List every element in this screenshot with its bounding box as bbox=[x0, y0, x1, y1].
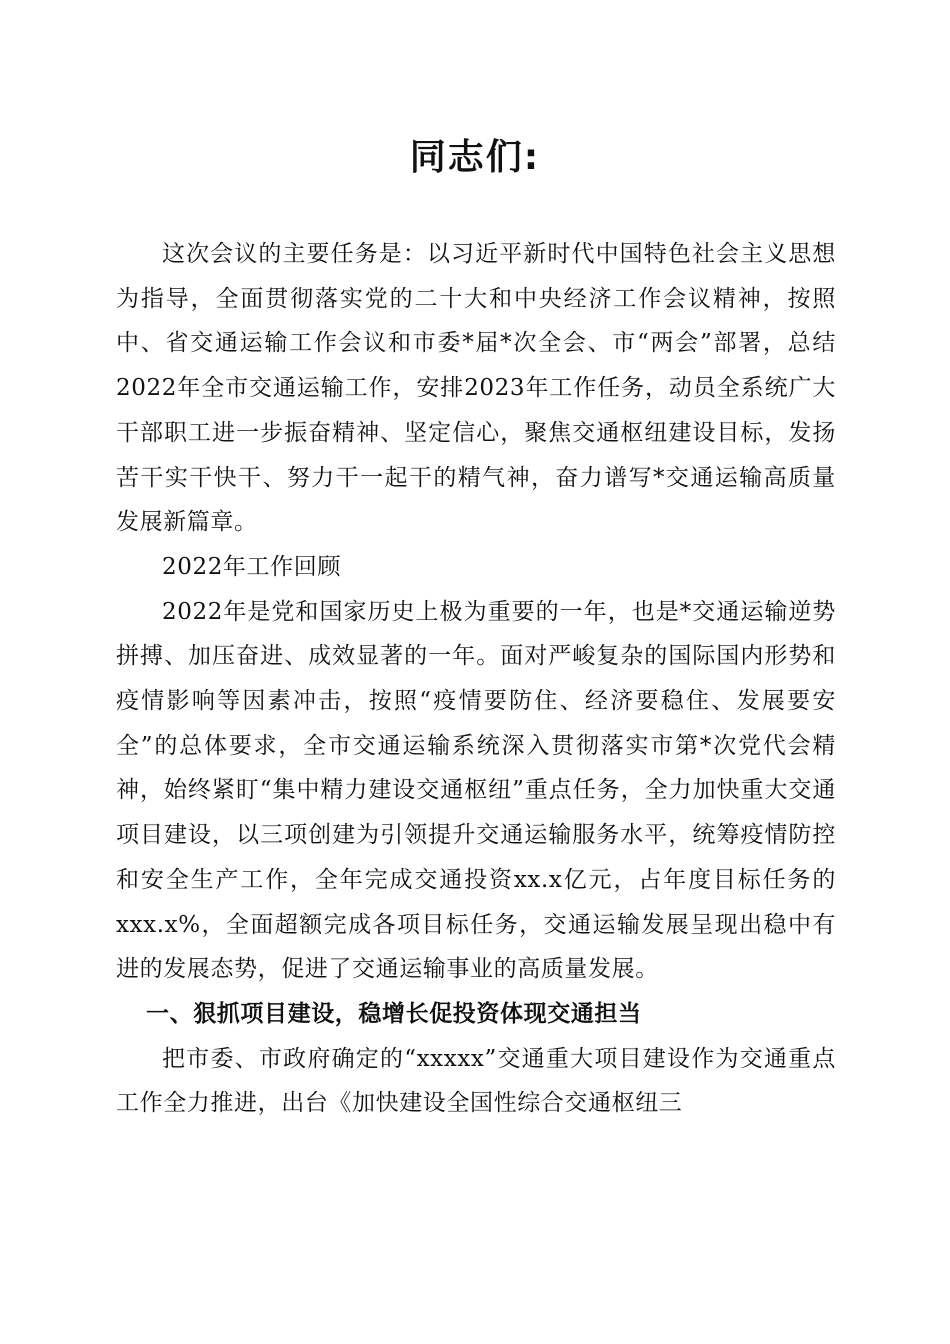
document-title: 同志们: bbox=[409, 137, 541, 178]
section-heading-1: 一、狠抓项目建设，稳增长促投资体现交通担当 bbox=[146, 1000, 642, 1027]
intro-paragraph: 这次会议的主要任务是：以习近平新时代中国特色社会主义思想为指导，全面贯彻落实党的二十大和中央经济工作会议精神，按照中、省交通运输工作会议和市委*届*次全会、市“两会”部署，总结2022年全市交通运输工作，安排2023年工作任务，动员全系统广大干部职工进一步振奋精神、坚定信心，聚焦交通枢纽建设目标，发扬苦干实干快干、努力干一起干的精气神，奋力谱写*交通运输高质量发展新篇章。 bbox=[116, 241, 836, 536]
review-paragraph: 2022年是党和国家历史上极为重要的一年，也是*交通运输逆势拼搏、加压奋进、成效显著的一年。面对严峻复杂的国际国内形势和疫情影响等因素冲击，按照“疫情要防住、经济要稳住、发展要安全”的总体要求，全市交通运输系统深入贯彻落实市第*次党代会精神，始终紧盯“集中精力建设交通枢纽”重点任务，全力加快重大交通项目建设，以三项创建为引领提升交通运输服务水平，统筹疫情防控和安全生产工作，全年完成交通投资xx.x亿元，占年度目标任务的xxx.x%，全面超额完成各项目标任务，交通运输发展呈现出稳中有进的发展态势，促进了交通运输事业的高质量发展。 bbox=[116, 598, 836, 983]
document-body bbox=[116, 232, 836, 1126]
heading-1-paragraph: 把市委、市政府确定的“xxxxx”交通重大项目建设作为交通重点工作全力推进，出台《加快建设全国性综合交通枢纽三 bbox=[116, 1045, 836, 1117]
section-title: 2022年工作回顾 bbox=[162, 553, 341, 580]
